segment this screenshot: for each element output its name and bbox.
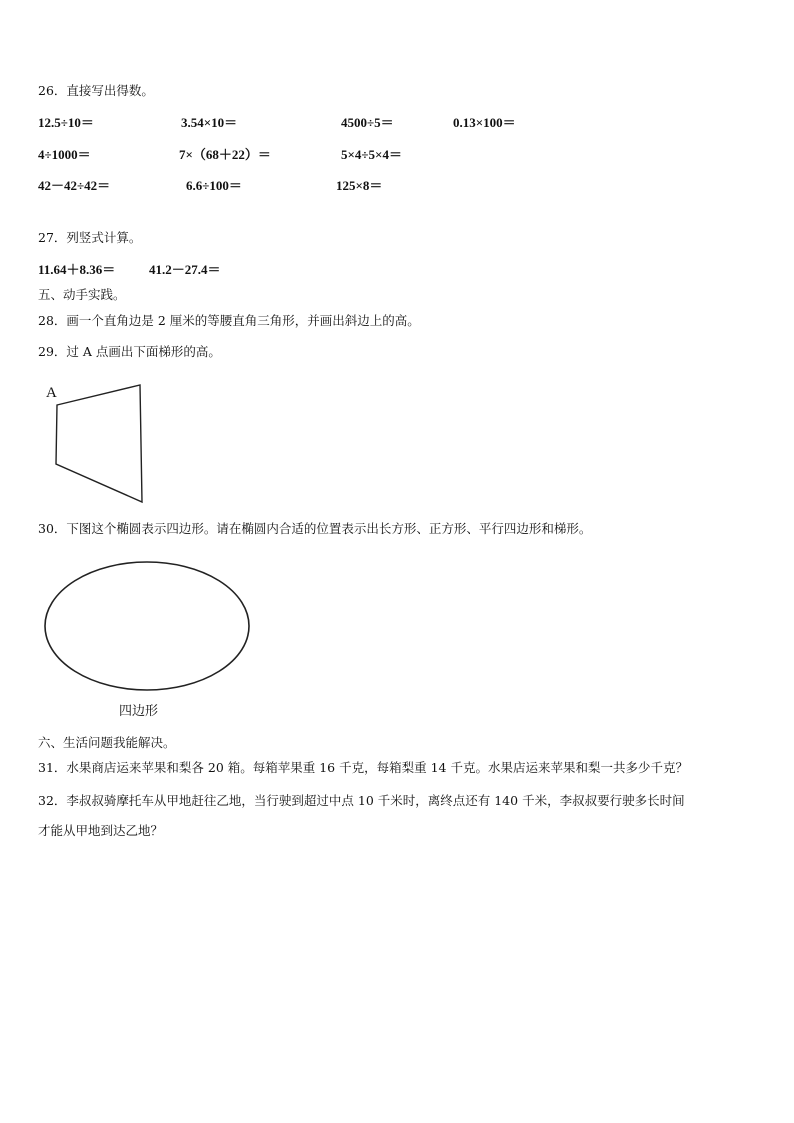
q27-expr: 41.2－27.4＝: [149, 262, 221, 277]
q29-text: 29．过 A 点画出下面梯形的高。: [38, 344, 221, 359]
q32-text: 才能从甲地到达乙地？: [38, 823, 164, 838]
section-heading: 五、动手实践。: [38, 287, 126, 302]
ellipse-caption: 四边形: [119, 704, 159, 719]
q27-title: 27．列竖式计算。: [38, 230, 142, 245]
q32-text: 32．李叔叔骑摩托车从甲地赶往乙地，当行驶到超过中点 10 千米时，离终点还有 140 千米，李叔叔要行驶多长时间: [38, 793, 685, 808]
q26-expr: 125×8＝: [336, 178, 383, 193]
q26-expr: 0.13×100＝: [453, 115, 516, 130]
q26-expr: 5×4÷5×4＝: [341, 147, 402, 162]
q26-expr: 12.5÷10＝: [38, 115, 94, 130]
q26-expr: 7×（68＋22）＝: [179, 147, 271, 162]
point-a-label: A: [46, 385, 57, 401]
trapezoid-figure: [40, 372, 160, 512]
q26-expr: 42－42÷42＝: [38, 178, 111, 193]
ellipse-figure: [42, 560, 254, 695]
section-heading: 六、生活问题我能解决。: [38, 735, 176, 750]
q31-text: 31．水果商店运来苹果和梨各 20 箱。每箱苹果重 16 千克，每箱梨重 14 千克。水果店运来苹果和梨一共多少千克？: [38, 760, 688, 775]
q26-expr: 4÷1000＝: [38, 147, 91, 162]
q27-expr: 11.64＋8.36＝: [38, 262, 116, 277]
q26-expr: 6.6÷100＝: [186, 178, 242, 193]
q26-expr: 4500÷5＝: [341, 115, 394, 130]
q30-text: 30．下图这个椭圆表示四边形。请在椭圆内合适的位置表示出长方形、正方形、平行四边形和梯形。: [38, 521, 592, 536]
q26-title: 26．直接写出得数。: [38, 83, 154, 98]
q26-expr: 3.54×10＝: [181, 115, 238, 130]
q28-text: 28．画一个直角边是 2 厘米的等腰直角三角形，并画出斜边上的高。: [38, 313, 420, 328]
